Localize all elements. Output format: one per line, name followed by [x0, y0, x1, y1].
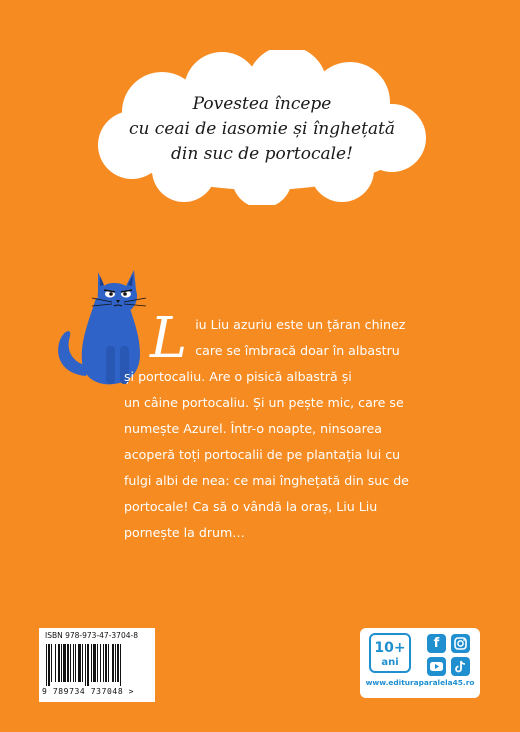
- barcode-bar: [70, 644, 71, 682]
- story-line: acoperă toți portocalii de pe plantația lui cu: [124, 447, 401, 462]
- barcode-bar: [55, 644, 56, 682]
- drop-cap-letter: L: [150, 306, 188, 371]
- barcode-bar: [85, 644, 86, 686]
- barcode-bar: [100, 644, 101, 682]
- barcode-bar: [115, 644, 116, 682]
- tagline-cloud: [92, 50, 432, 205]
- barcode-bar: [82, 644, 83, 682]
- barcode-bar: [78, 644, 81, 682]
- barcode-bar: [67, 644, 69, 682]
- barcode-bar: [46, 644, 47, 686]
- barcode-bar: [61, 644, 62, 682]
- age-unit: ani: [381, 657, 399, 668]
- facebook-icon[interactable]: f: [427, 634, 446, 653]
- barcode-bar: [108, 644, 109, 682]
- barcode: [44, 644, 148, 686]
- youtube-icon[interactable]: [427, 657, 446, 676]
- story-line: și portocaliu. Are o pisică albastră și: [124, 369, 352, 384]
- barcode-bar: [75, 644, 76, 682]
- tagline-text: [92, 92, 432, 167]
- isbn-label: ISBN 978-973-47-3704-8: [45, 631, 138, 640]
- barcode-bar: [48, 644, 50, 686]
- tagline-line: cu ceai de iasomie și înghețată: [128, 119, 396, 139]
- tagline-line: din suc de portocale!: [171, 144, 353, 164]
- barcode-digits: 9 789734 737048 >: [42, 687, 135, 696]
- story-line: un câine portocaliu. Și un pește mic, care se: [124, 395, 404, 410]
- barcode-bar: [97, 644, 98, 682]
- story-line: care se îmbracă doar în albastru: [195, 343, 400, 358]
- barcode-bar: [87, 644, 89, 686]
- age-number: 10+: [374, 640, 406, 656]
- tiktok-icon[interactable]: [451, 657, 470, 676]
- barcode-bar: [105, 644, 107, 682]
- publisher-website-link[interactable]: www.edituraparalela45.ro: [365, 678, 475, 687]
- story-line: pornește la drum…: [124, 525, 245, 540]
- barcode-bar: [93, 644, 96, 682]
- barcode-bar: [91, 644, 92, 682]
- barcode-bar: [117, 644, 119, 682]
- instagram-icon[interactable]: [451, 634, 470, 653]
- story-line: numește Azurel. Într-o noapte, ninsoarea: [124, 421, 382, 436]
- barcode-bar: [63, 644, 66, 682]
- barcode-bar: [73, 644, 74, 682]
- barcode-bar: [51, 644, 52, 682]
- story-line: portocale! Ca să o vândă la oraș, Liu Liu: [124, 499, 378, 514]
- story-blurb: [124, 306, 486, 546]
- story-line: fulgi albi de nea: ce mai înghețată din suc de: [124, 473, 409, 488]
- barcode-bar: [58, 644, 60, 682]
- story-line: iu Liu azuriu este un țăran chinez: [195, 317, 406, 332]
- tagline-line: Povestea începe: [192, 94, 332, 114]
- barcode-bar: [103, 644, 104, 682]
- barcode-bar: [112, 644, 114, 682]
- barcode-bar: [120, 644, 121, 686]
- age-rating-badge: [369, 633, 411, 673]
